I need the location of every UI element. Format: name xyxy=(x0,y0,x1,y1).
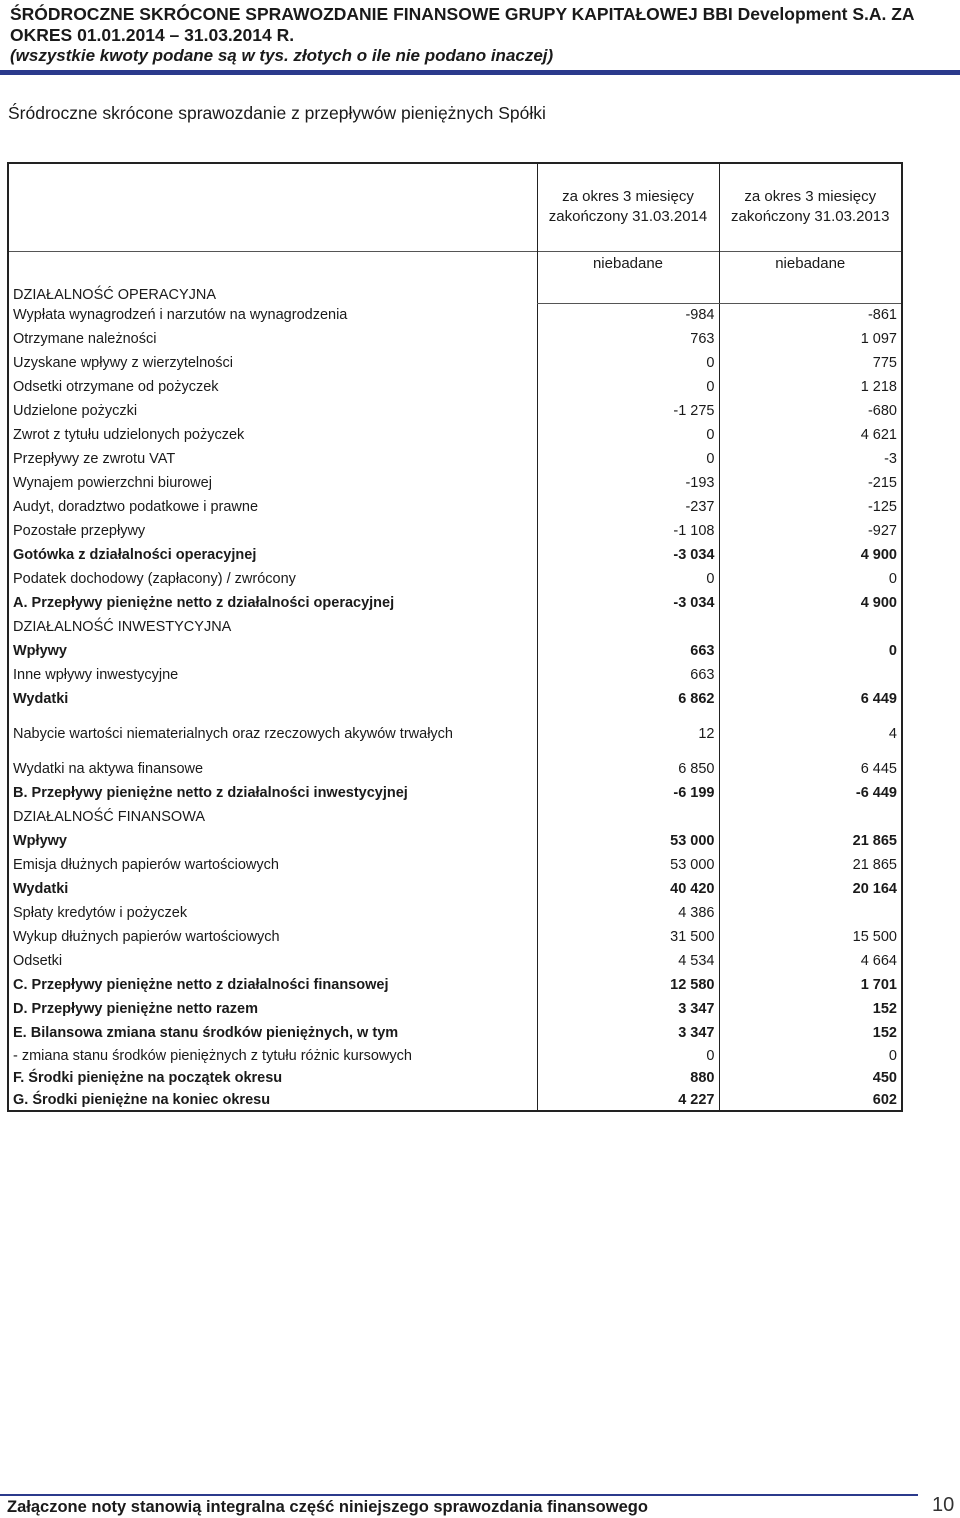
cash-flow-table xyxy=(7,162,903,1112)
row-label: Wydatki xyxy=(8,687,537,711)
value-2014 xyxy=(537,275,719,303)
value-2013: -927 xyxy=(719,519,902,543)
value-2013: 152 xyxy=(719,1021,902,1045)
row-label: G. Środki pieniężne na koniec okresu xyxy=(8,1089,537,1111)
value-2014: 763 xyxy=(537,327,719,351)
table-row xyxy=(8,519,902,543)
value-2014: 3 347 xyxy=(537,1021,719,1045)
table-row xyxy=(8,1021,902,1045)
row-label: DZIAŁALNOŚĆ INWESTYCYJNA xyxy=(8,615,537,639)
value-2014: -193 xyxy=(537,471,719,495)
value-2014: 663 xyxy=(537,663,719,687)
value-2014: 6 862 xyxy=(537,687,719,711)
table-row xyxy=(8,399,902,423)
row-label: Inne wpływy inwestycyjne xyxy=(8,663,537,687)
value-2013 xyxy=(719,901,902,925)
table-row xyxy=(8,829,902,853)
table-row xyxy=(8,853,902,877)
value-2013: -861 xyxy=(719,303,902,327)
row-label: B. Przepływy pieniężne netto z działalności inwestycyjnej xyxy=(8,781,537,805)
value-2014: -1 275 xyxy=(537,399,719,423)
row-label: Pozostałe przepływy xyxy=(8,519,537,543)
value-2013: 450 xyxy=(719,1067,902,1089)
report-header-line-1: ŚRÓDROCZNE SKRÓCONE SPRAWOZDANIE FINANSOWE GRUPY KAPITAŁOWEJ BBI Development S.A. ZA xyxy=(10,4,915,24)
row-label: Wykup dłużnych papierów wartościowych xyxy=(8,925,537,949)
statement-title: Śródroczne skrócone sprawozdanie z przepływów pieniężnych Spółki xyxy=(8,103,546,123)
value-2014: -6 199 xyxy=(537,781,719,805)
row-label: Odsetki xyxy=(8,949,537,973)
value-2013: 4 664 xyxy=(719,949,902,973)
row-label: Wypłata wynagrodzeń i narzutów na wynagrodzenia xyxy=(8,303,537,327)
row-label: Nabycie wartości niematerialnych oraz rzeczowych akywów trwałych xyxy=(8,711,537,757)
value-2014: 3 347 xyxy=(537,997,719,1021)
value-2013: 15 500 xyxy=(719,925,902,949)
value-2013: -215 xyxy=(719,471,902,495)
row-label: Emisja dłużnych papierów wartościowych xyxy=(8,853,537,877)
value-2013: 1 701 xyxy=(719,973,902,997)
row-label: Wpływy xyxy=(8,639,537,663)
value-2013: -125 xyxy=(719,495,902,519)
value-2014: -984 xyxy=(537,303,719,327)
audit-status-row xyxy=(8,251,902,275)
value-2013: 0 xyxy=(719,567,902,591)
col-2013-header: za okres 3 miesięcy zakończony 31.03.2013 xyxy=(719,163,902,251)
value-2014: -237 xyxy=(537,495,719,519)
footer-rule xyxy=(0,1494,918,1496)
table-row xyxy=(8,471,902,495)
value-2013: 6 449 xyxy=(719,687,902,711)
table-row xyxy=(8,591,902,615)
table-row xyxy=(8,877,902,901)
value-2014: 12 xyxy=(537,711,719,757)
table-row xyxy=(8,663,902,687)
value-2013: 1 097 xyxy=(719,327,902,351)
col-2013-audit-status: niebadane xyxy=(719,251,902,275)
value-2013: 775 xyxy=(719,351,902,375)
value-2013: 6 445 xyxy=(719,757,902,781)
col-2014-header: za okres 3 miesięcy zakończony 31.03.2014 xyxy=(537,163,719,251)
table-row xyxy=(8,567,902,591)
table-row xyxy=(8,757,902,781)
row-label: A. Przepływy pieniężne netto z działalności operacyjnej xyxy=(8,591,537,615)
table-row xyxy=(8,1089,902,1111)
value-2013: -3 xyxy=(719,447,902,471)
value-2014: 0 xyxy=(537,375,719,399)
table-row xyxy=(8,901,902,925)
row-label: Wpływy xyxy=(8,829,537,853)
row-label: Podatek dochodowy (zapłacony) / zwrócony xyxy=(8,567,537,591)
value-2014: 0 xyxy=(537,447,719,471)
value-2014: 0 xyxy=(537,351,719,375)
value-2013: 0 xyxy=(719,1045,902,1067)
value-2014: -3 034 xyxy=(537,591,719,615)
value-2014: -3 034 xyxy=(537,543,719,567)
value-2013 xyxy=(719,615,902,639)
row-label: Spłaty kredytów i pożyczek xyxy=(8,901,537,925)
report-header-line-2: OKRES 01.01.2014 – 31.03.2014 R. xyxy=(10,25,295,45)
section-header-row xyxy=(8,615,902,639)
header-rule xyxy=(0,70,960,75)
table-row xyxy=(8,949,902,973)
table-row xyxy=(8,1045,902,1067)
column-header-row xyxy=(8,163,902,251)
value-2013: 4 900 xyxy=(719,543,902,567)
row-label: DZIAŁALNOŚĆ OPERACYJNA xyxy=(8,275,537,303)
page-number: 10 xyxy=(932,1494,955,1516)
value-2014: 0 xyxy=(537,423,719,447)
value-2014: 4 227 xyxy=(537,1089,719,1111)
value-2014: 12 580 xyxy=(537,973,719,997)
value-2014: 53 000 xyxy=(537,853,719,877)
value-2014: 4 386 xyxy=(537,901,719,925)
table-row xyxy=(8,327,902,351)
row-label: Otrzymane należności xyxy=(8,327,537,351)
table-row xyxy=(8,375,902,399)
value-2014: 880 xyxy=(537,1067,719,1089)
table-row xyxy=(8,781,902,805)
table-row xyxy=(8,447,902,471)
table-row xyxy=(8,303,902,327)
value-2013: 152 xyxy=(719,997,902,1021)
row-label: Udzielone pożyczki xyxy=(8,399,537,423)
value-2014: -1 108 xyxy=(537,519,719,543)
row-label: D. Przepływy pieniężne netto razem xyxy=(8,997,537,1021)
table-row xyxy=(8,687,902,711)
value-2013: 21 865 xyxy=(719,853,902,877)
value-2013: 21 865 xyxy=(719,829,902,853)
value-2013: 602 xyxy=(719,1089,902,1111)
value-2014: 40 420 xyxy=(537,877,719,901)
value-2014 xyxy=(537,615,719,639)
value-2014 xyxy=(537,805,719,829)
value-2013: 20 164 xyxy=(719,877,902,901)
table-row xyxy=(8,997,902,1021)
value-2014: 663 xyxy=(537,639,719,663)
row-label: Wynajem powierzchni biurowej xyxy=(8,471,537,495)
table-row xyxy=(8,925,902,949)
value-2014: 4 534 xyxy=(537,949,719,973)
row-label: - zmiana stanu środków pieniężnych z tytułu różnic kursowych xyxy=(8,1045,537,1067)
table-row xyxy=(8,351,902,375)
row-label: Odsetki otrzymane od pożyczek xyxy=(8,375,537,399)
section-header-row xyxy=(8,275,902,303)
col-2014-audit-status: niebadane xyxy=(537,251,719,275)
row-label: Uzyskane wpływy z wierzytelności xyxy=(8,351,537,375)
row-label: C. Przepływy pieniężne netto z działalności finansowej xyxy=(8,973,537,997)
value-2014: 31 500 xyxy=(537,925,719,949)
value-2013 xyxy=(719,805,902,829)
table-row xyxy=(8,973,902,997)
report-header-subtitle: (wszystkie kwoty podane są w tys. złotych o ile nie podano inaczej) xyxy=(10,46,554,65)
value-2014: 0 xyxy=(537,567,719,591)
value-2013: 1 218 xyxy=(719,375,902,399)
table-row xyxy=(8,495,902,519)
row-label: Audyt, doradztwo podatkowe i prawne xyxy=(8,495,537,519)
row-label: Wydatki na aktywa finansowe xyxy=(8,757,537,781)
value-2013: 4 621 xyxy=(719,423,902,447)
table-row xyxy=(8,543,902,567)
value-2013: 4 xyxy=(719,711,902,757)
value-2014: 6 850 xyxy=(537,757,719,781)
table-row xyxy=(8,423,902,447)
row-label: Gotówka z działalności operacyjnej xyxy=(8,543,537,567)
row-label: E. Bilansowa zmiana stanu środków pieniężnych, w tym xyxy=(8,1021,537,1045)
section-header-row xyxy=(8,805,902,829)
value-2014: 0 xyxy=(537,1045,719,1067)
footer-note: Załączone noty stanowią integralna część niniejszego sprawozdania finansowego xyxy=(7,1498,648,1516)
value-2013: 4 900 xyxy=(719,591,902,615)
row-label: Przepływy ze zwrotu VAT xyxy=(8,447,537,471)
row-label: Zwrot z tytułu udzielonych pożyczek xyxy=(8,423,537,447)
table-row xyxy=(8,1067,902,1089)
value-2013 xyxy=(719,663,902,687)
table-row xyxy=(8,639,902,663)
row-label: F. Środki pieniężne na początek okresu xyxy=(8,1067,537,1089)
value-2014: 53 000 xyxy=(537,829,719,853)
table-row xyxy=(8,711,902,757)
value-2013: 0 xyxy=(719,639,902,663)
value-2013: -6 449 xyxy=(719,781,902,805)
row-label: DZIAŁALNOŚĆ FINANSOWA xyxy=(8,805,537,829)
value-2013: -680 xyxy=(719,399,902,423)
row-label: Wydatki xyxy=(8,877,537,901)
value-2013 xyxy=(719,275,902,303)
